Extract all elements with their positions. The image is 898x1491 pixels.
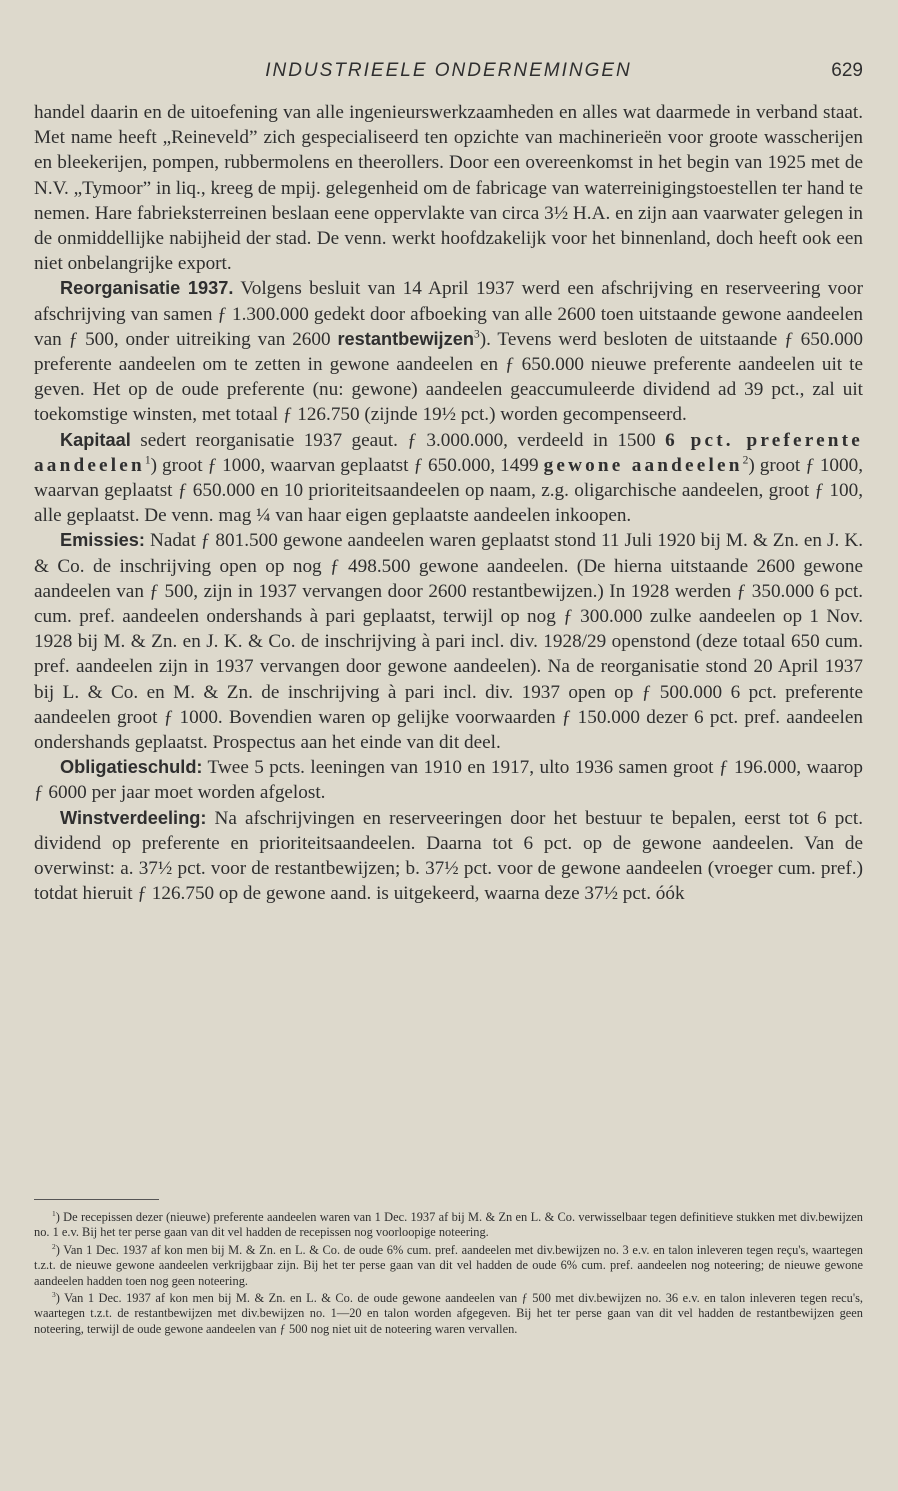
page-header [34,60,863,86]
emissies-text: Nadat ƒ 801.500 gewone aandeelen waren geplaatst stond 11 Juli 1920 bij M. & Zn. en J. K. & Co. de inschrijving open op nog ƒ 498.500 gewone aandeelen. (De hierna uitstaande 2600 gewone aandeelen van ƒ 500, zijn in 1937 vervangen door 2600 restantbewijzen.) In 1928 werden ƒ 350.000 6 pct. cum. pref. aandeelen ondershands à pari geplaatst, terwijl op nog ƒ 300.000 zulke aandeelen op 1 Nov. 1928 bij M. & Zn. en J. K. & Co. de inschrijving à pari incl. div. 1928/29 openstond (deze totaal 650 cum. pref. aandeelen zijn in 1937 vervangen door gewone aandeelen). Na de reorganisatie stond 20 April 1937 bij L. & Co. en M. & Zn. de inschrijving à pari incl. div. 1937 open op ƒ 500.000 6 pct. preferente aandeelen groot ƒ 1000. Bovendien waren op gelijke voorwaarden ƒ 150.000 dezer 6 pct. pref. aandeelen ondershands geplaatst. Prospectus aan het einde van dit deel. [34,530,863,754]
paragraph-kapitaal [34,428,863,529]
footnote-3 [34,1291,863,1337]
footnote-2 [34,1243,863,1289]
footnote-ref-2: 2 [742,454,749,467]
footnote-2-text: ) Van 1 Dec. 1937 af kon men bij M. & Zn. en L. & Co. de oude 6% cum. pref. aandeelen met div.bewijzen no. 3 e.v. en talon inleveren tegen reçu's, waartegen t.z.t. de nieuwe gewone aandeelen verkrijgbaar zijn. Bij het ter perse gaan van dit vel hadden de oude 6% cum. pref. aandeelen nog noteering; de nieuwe gewone aandeelen hadden toen nog geen noteering. [34,1242,863,1288]
footnote-3-mark: 3 [52,1289,56,1299]
term-gewone-aandeelen: gewone aandeelen [543,454,743,476]
footnotes [34,1210,863,1339]
footnote-ref-1: 1 [144,454,151,467]
reorganisatie-text-a: Volgens besluit van 14 April 1937 werd een afschrijving en reserveering voor afschrijving van samen ƒ 1.300.000 gedekt door afboeking van alle 2600 toen uitstaande gewone aandeelen van ƒ 500, onder uitreiking van 2600 [34,278,863,350]
kapitaal-text-b: ) groot ƒ 1000, waarvan geplaatst ƒ 650.000, 1499 [150,454,544,476]
heading-emissies: Emissies: [60,530,145,551]
footnote-2-mark: 2 [52,1241,56,1251]
page-number: 629 [831,60,863,81]
term-preferente-aandeelen: 6 pct. preferente aandeelen [34,429,863,476]
footnote-1 [34,1210,863,1241]
winstverdeeling-text: Na afschrijvingen en reserveeringen door het bestuur te bepalen, eerst tot 6 pct. dividend op preferente en prioriteitsaandeelen. Daarna tot 6 pct. op de gewone aandeelen. Van de overwinst: a. 37½ pct. voor de restantbewijzen; b. 37½ pct. voor de gewone aandeelen (vroeger cum. pref.) totdat hieruit ƒ 126.750 op de gewone aand. is uitgekeerd, waarna deze 37½ pct. óók [34,807,863,905]
footnote-ref-3: 3 [473,328,480,341]
heading-reorganisatie: Reorganisatie 1937. [60,278,234,299]
heading-kapitaal: Kapitaal [60,429,131,450]
paragraph-intro [34,100,863,276]
footnote-divider [34,1199,159,1200]
kapitaal-text-a: sedert reorganisatie 1937 geaut. ƒ 3.000.000, verdeeld in 1500 [130,429,666,451]
footnote-1-mark: 1 [52,1208,56,1218]
paragraph-winstverdeeling [34,806,863,907]
paragraph-intro-text: handel daarin en de uitoefening van alle ingenieurswerkzaamheden en alles wat daarmede in verband staat. Met name heeft „Reineveld” zich gespecialiseerd ten opzichte van machinerieën voor groote wasscherijen en bleekerijen, pompen, rubbermolens en theerollers. Door een overeenkomst in het begin van 1925 met de N.V. „Tymoor” in liq., kreeg de mpij. gelegenheid om de fabricage van waterreinigingstoestellen ter hand te nemen. Hare fabrieksterreinen beslaan eene oppervlakte van circa 3½ H.A. en zijn aan vaarwater gelegen in de onmiddellijke nabijheid der stad. De venn. werkt hoofdzakelijk voor het binnenland, doch heeft ook een niet onbelangrijke export. [34,102,863,275]
heading-winstverdeeling: Winstverdeeling: [60,807,207,828]
footnote-3-text: ) Van 1 Dec. 1937 af kon men bij M. & Zn. en L. & Co. de oude gewone aandeelen van ƒ 500 met div.bewijzen no. 36 e.v. en talon inleveren tegen recu's, waartegen t.z.t. de restantbewijzen met div.bewijzen no. 1—20 en talon worden afgegeven. Bij het ter perse gaan van dit vel hadden de restantbewijzen geen noteering, terwijl de oude gewone aandeelen van ƒ 500 nog niet uit de noteering waren vervallen. [34,1291,863,1336]
paragraph-emissies [34,528,863,755]
main-text [34,100,863,907]
paragraph-reorganisatie [34,276,863,427]
heading-obligatieschuld: Obligatieschuld: [60,757,203,778]
paragraph-obligatieschuld [34,755,863,805]
term-restantbewijzen: restantbewijzen [337,328,474,349]
footnote-1-text: ) De recepissen dezer (nieuwe) preferente aandeelen waren van 1 Dec. 1937 af bij M. & Zn en L. & Co. verwisselbaar tegen definitieve stukken met div.bewijzen no. 1 e.v. Bij het ter perse gaan van dit vel hadden de recepissen nog voorloopige noteering. [34,1210,863,1240]
running-head: INDUSTRIEELE ONDERNEMINGEN [265,60,632,81]
kapitaal-text-c: ) groot ƒ 1000, waarvan geplaatst ƒ 650.000 en 10 prioriteitsaandeelen op naam, z.g. oligarchische aandeelen, groot ƒ 100, alle geplaatst. De venn. mag ¼ van haar eigen geplaatste aandeelen inkoopen. [34,454,863,527]
reorganisatie-text-b: ). Tevens werd besloten de uitstaande ƒ 650.000 preferente aandeelen om te zetten in gewone aandeelen en ƒ 650.000 nieuwe preferente aandeelen uit te geven. Het op de oude preferente (nu: gewone) aandeelen geaccumuleerde dividend ad 39 pct., zal uit toekomstige winsten, met totaal ƒ 126.750 (zijnde 19½ pct.) worden gecompenseerd. [34,328,863,426]
obligatieschuld-text: Twee 5 pcts. leeningen van 1910 en 1917, ulto 1936 samen groot ƒ 196.000, waarop ƒ 6000 per jaar moet worden afgelost. [34,757,863,804]
